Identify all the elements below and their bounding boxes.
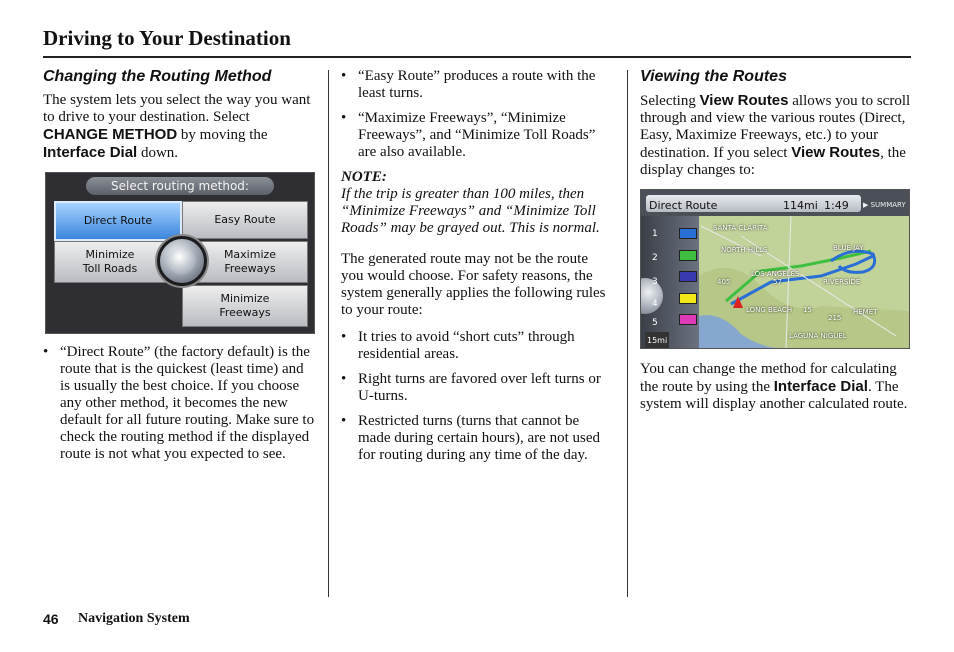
map-place-label: HEMET [853, 308, 878, 316]
column-divider [627, 70, 628, 597]
map-place-label: LOS ANGELES [751, 270, 800, 278]
intro-paragraph: The system lets you select the way you want to drive to your destination. Select CHANGE METHOD by moving the Interface Dial down. [43, 92, 311, 161]
map-place-label: BLUE JAY [833, 244, 864, 252]
map-scale: 15mi [645, 332, 669, 349]
interface-dial-term: Interface Dial [773, 378, 868, 395]
map-place-label: LAGUNA NIGUEL [789, 332, 847, 340]
change-method-term: CHANGE METHOD [43, 126, 178, 143]
route-list-sidebar [641, 216, 699, 348]
route-swatch[interactable] [679, 314, 697, 325]
minimize-toll-roads-button[interactable]: Minimize Toll Roads [54, 241, 166, 283]
rules-list [341, 329, 613, 464]
bullet-list-2 [341, 68, 613, 161]
route-number: 1 [652, 229, 658, 239]
bullet-list-1 [43, 344, 315, 463]
route-swatch[interactable] [679, 228, 697, 239]
page-number: 46 [43, 611, 59, 627]
route-swatch[interactable] [679, 250, 697, 261]
highway-shield-icon: 215 [828, 314, 842, 322]
list-item: • “Direct Route” (the factory default) is the route that is the quickest (least time) and is usually the best choice. If you choose any other method, it becomes the new default for all future routing. Make sure to check the routing method if the displayed route is not what you expected to see. [43, 344, 315, 463]
route-number: 4 [652, 299, 658, 309]
route-number: 2 [652, 253, 658, 263]
map-place-label: NORTH HILLS [721, 246, 768, 254]
note-label: NOTE: [341, 169, 387, 185]
route-number: 3 [652, 277, 658, 287]
list-item: • Right turns are favored over left turns or U-turns. [341, 371, 613, 405]
map-route-bar [641, 190, 909, 216]
route-label: Direct Route [649, 199, 718, 212]
map-place-label: RIVERSIDE [823, 278, 861, 286]
column-3 [640, 68, 912, 423]
footer-label: Navigation System [78, 611, 190, 626]
route-info [646, 195, 861, 212]
section-heading-view-routes: Viewing the Routes [640, 68, 787, 85]
summary-button[interactable]: ▶ SUMMARY [863, 201, 906, 209]
easy-route-button[interactable]: Easy Route [182, 201, 308, 239]
view-routes-term: View Routes [791, 144, 881, 161]
route-time: 1:49 [824, 199, 849, 212]
interface-dial-icon [157, 236, 207, 286]
routing-method-screen [45, 172, 315, 334]
highway-shield-icon: 405 [717, 278, 731, 286]
map-place-label: SANTA CLARITA [713, 224, 768, 232]
column-1 [43, 68, 315, 471]
highway-shield-icon: 15 [803, 306, 812, 314]
list-item: • Restricted turns (turns that cannot be made during certain hours), are not used for routing during any time of the day. [341, 413, 613, 464]
column-2 [341, 68, 613, 472]
minimize-freeways-button[interactable]: Minimize Freeways [182, 285, 308, 327]
view-routes-paragraph: Selecting View Routes allows you to scroll through and view the various routes (Direct, Easy, Maximize Freeways, etc.) to your destination. If you select View Routes, the display changes to: [640, 92, 911, 178]
page-title: Driving to Your Destination [43, 26, 291, 50]
rules-paragraph: The generated route may not be the route you would choose. For safety reasons, the system generally applies the following rules to your route: [341, 251, 606, 318]
note-text: If the trip is greater than 100 miles, then “Minimize Freeways” and “Minimize Toll Roads” may be grayed out. This is normal. [341, 186, 600, 236]
route-swatch[interactable] [679, 271, 697, 282]
highway-shield-icon: 57 [773, 278, 782, 286]
route-distance: 114mi [783, 199, 818, 212]
list-item: • It tries to avoid “short cuts” through residential areas. [341, 329, 613, 363]
map-place-label: LONG BEACH [746, 306, 793, 314]
column-divider [328, 70, 329, 597]
route-number: 5 [652, 318, 658, 328]
list-item: • “Maximize Freeways”, “Minimize Freeways”, and “Minimize Toll Roads” are also available. [341, 110, 613, 161]
interface-dial-term: Interface Dial [43, 144, 138, 161]
route-map-screen [640, 189, 910, 349]
routing-screen-header: Select routing method: [86, 177, 274, 195]
title-rule [43, 56, 911, 58]
route-swatch[interactable] [679, 293, 697, 304]
list-item: • “Easy Route” produces a route with the least turns. [341, 68, 613, 102]
direct-route-button[interactable]: Direct Route [54, 201, 182, 241]
dial-paragraph: You can change the method for calculating the route by using the Interface Dial. The system will display another calculated route. [640, 361, 908, 412]
maximize-freeways-button[interactable]: Maximize Freeways [192, 241, 308, 283]
view-routes-term: View Routes [699, 92, 789, 109]
section-heading-routing: Changing the Routing Method [43, 68, 272, 85]
